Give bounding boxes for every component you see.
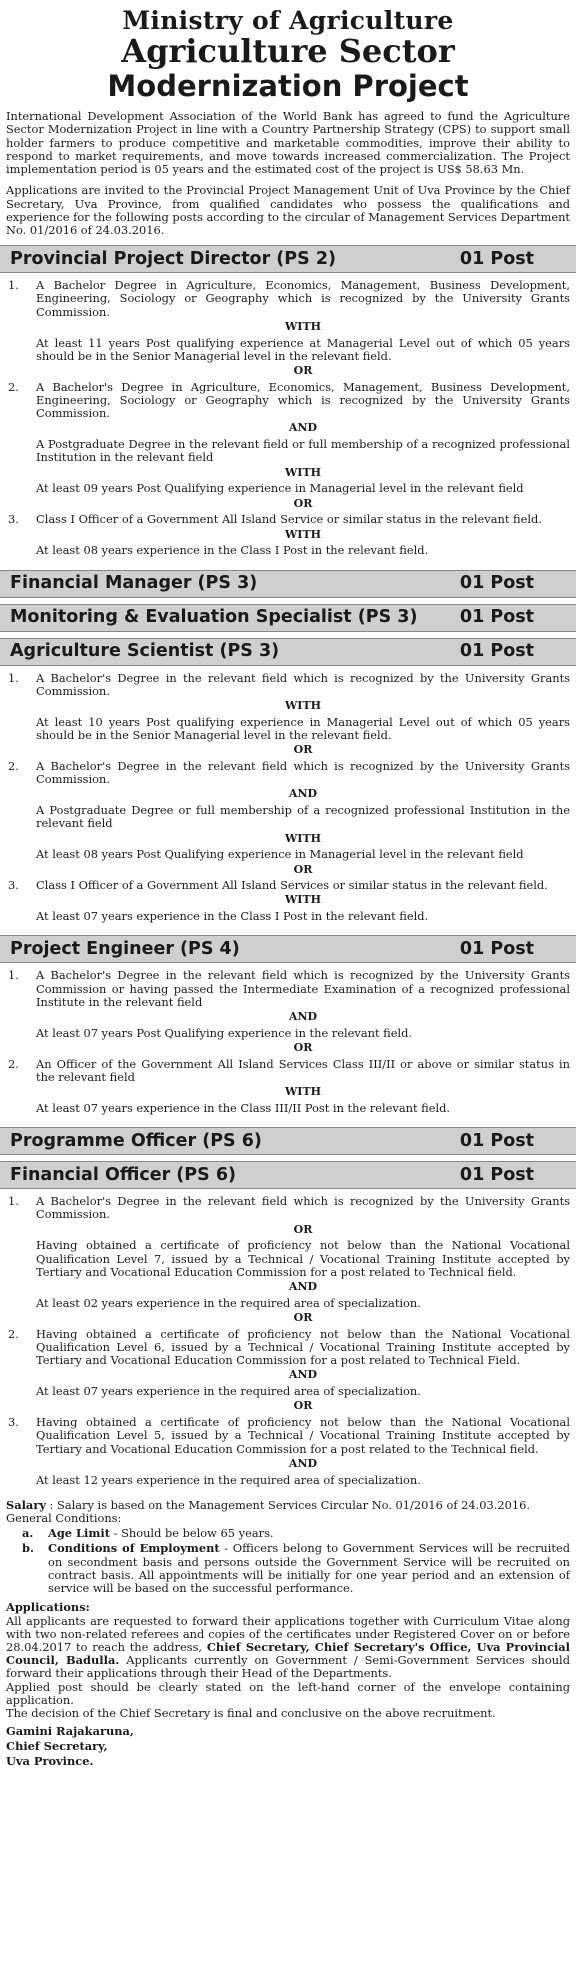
conjunction: WITH xyxy=(284,698,322,712)
post-title: Programme Officer (PS 6) xyxy=(10,1131,262,1152)
applications-paragraph xyxy=(6,1615,570,1681)
requirement-text: At least 08 years Post Qualifying experience in Managerial level in the relevant field xyxy=(36,847,524,862)
as-requirements xyxy=(6,672,570,924)
item-number: 1. xyxy=(8,670,19,685)
conjunction: OR xyxy=(293,364,313,378)
sector-heading: Agriculture Sector xyxy=(121,32,455,71)
requirement-text: A Bachelor's Degree in the relevant field which is recognized by the University Grants Commission. xyxy=(36,758,570,787)
post-bar-agriculture-scientist xyxy=(0,638,576,666)
condition-age-limit xyxy=(6,1527,570,1540)
requirement-text: At least 07 years experience in the Class I Post in the relevant field. xyxy=(36,909,429,924)
applications-decision-note: The decision of the Chief Secretary is final and conclusive on the above recruitment. xyxy=(6,1706,496,1721)
signatory-title: Chief Secretary, xyxy=(6,1739,108,1754)
post-bar-programme-officer xyxy=(0,1127,576,1155)
signatory-organization: Uva Province. xyxy=(6,1753,94,1768)
condition-label: Age Limit xyxy=(48,1526,110,1541)
post-bar-financial-manager xyxy=(0,570,576,598)
item-number: 2. xyxy=(8,1056,19,1071)
requirement-text: Having obtained a certificate of proficiency not below than the National Vocational Qualification Level 6, issued by a Technical / Vocational Training Institute accepted by Tertiary and Vocational Education Commission for a post related to Technical Field. xyxy=(36,1326,570,1368)
requirement-text: Having obtained a certificate of proficiency not below than the National Vocational Qualification Level 5, issued by a Technical / Vocational Training Institute accepted by Tertiary and Vocational Education Commission for a post related to the Technical field. xyxy=(36,1415,570,1456)
conjunction: AND xyxy=(288,1280,318,1294)
conjunction: OR xyxy=(293,1399,313,1413)
item-number: 3. xyxy=(8,512,19,527)
conjunction: WITH xyxy=(284,831,322,845)
item-number: 2. xyxy=(8,758,19,773)
salary-text: : Salary is based on the Management Services Circular No. 01/2016 of 24.03.2016. xyxy=(45,1497,531,1512)
salary-label: Salary xyxy=(6,1497,46,1512)
requirement-text: A Bachelor Degree in Agriculture, Economics, Management, Business Development, Engineering, Sociology or Geography which is recognized by the University Grants Commission. xyxy=(36,278,570,319)
conjunction: WITH xyxy=(284,893,322,907)
requirement-text: A Bachelor's Degree in Agriculture, Economics, Management, Business Development, Engineering, Sociology or Geography which is recognized by the University Grants Commission. xyxy=(36,379,570,421)
conjunction: WITH xyxy=(284,1085,322,1099)
requirement-text: At least 11 years Post qualifying experience at Managerial Level out of which 05 years should be in the Senior Managerial level in the relevant field. xyxy=(36,335,570,363)
post-title: Financial Officer (PS 6) xyxy=(10,1165,237,1186)
post-title: Provincial Project Director (PS 2) xyxy=(10,249,336,270)
condition-letter: b. xyxy=(22,1541,34,1556)
conjunction: WITH xyxy=(284,319,322,333)
requirement-text: An Officer of the Government All Island Services Class III/II or above or similar status in the relevant field xyxy=(36,1056,570,1085)
post-bar-financial-officer xyxy=(0,1161,576,1189)
post-count: 01 Post xyxy=(459,249,534,270)
item-number: 1. xyxy=(8,278,19,293)
conjunction: OR xyxy=(293,862,313,876)
requirement-text: At least 07 years experience in the required area of specialization. xyxy=(36,1384,421,1399)
requirement-text: A Bachelor's Degree in the relevant field which is recognized by the University Grants Commission or having passed the Intermediate Examination of a recognized professional Institute in the relevant field xyxy=(36,968,570,1009)
conjunction: AND xyxy=(288,1456,318,1470)
conjunction: OR xyxy=(293,743,313,757)
conjunction: AND xyxy=(288,1368,318,1382)
condition-label: Conditions of Employment xyxy=(48,1541,220,1556)
applications-text-continued: Applicants currently on Government / Semi-Government Services should forward their applications through their Head of the Departments. xyxy=(6,1653,570,1681)
post-title: Monitoring & Evaluation Specialist (PS 3) xyxy=(10,607,418,628)
post-count: 01 Post xyxy=(459,939,534,960)
condition-text: - Should be below 65 years. xyxy=(110,1526,274,1541)
item-number: 2. xyxy=(8,1326,19,1341)
requirement-text: A Postgraduate Degree in the relevant field or full membership of a recognized professional Institution in the relevant field xyxy=(36,437,570,465)
invitation-paragraph: Applications are invited to the Provincial Project Management Unit of Uva Province by the Chief Secretary, Uva Province, from qualified candidates who possess the qualifications and experience for the following posts according to the circular of Management Services Department No. 01/2016 of 24.03.2016. xyxy=(6,183,570,237)
item-number: 1. xyxy=(8,1194,19,1209)
post-bar-monitoring-evaluation-specialist xyxy=(0,604,576,632)
post-title: Financial Manager (PS 3) xyxy=(10,573,258,594)
post-title: Project Engineer (PS 4) xyxy=(10,939,240,960)
requirement-text: Class I Officer of a Government All Island Services or similar status in the relevant field. xyxy=(36,878,548,893)
applications-envelope-note: Applied post should be clearly stated on the left-hand corner of the envelope containing application. xyxy=(6,1679,570,1707)
pe-requirements xyxy=(6,969,570,1115)
condition-letter: a. xyxy=(22,1526,34,1541)
requirement-text: Having obtained a certificate of proficiency not below than the National Vocational Qualification Level 7, issued by a Technical / Vocational Training Institute accepted by Tertiary and Vocational Education Commission for a post related to Technical field. xyxy=(36,1238,570,1279)
conjunction: WITH xyxy=(284,527,322,541)
applications-address: Chief Secretary, Chief Secretary's Office, Uva Provincial Council, Badulla. xyxy=(6,1639,570,1668)
post-count: 01 Post xyxy=(459,573,534,594)
intro-paragraph: International Development Association of the World Bank has agreed to fund the Agriculture Sector Modernization Project in line with a Country Partnership Strategy (CPS) to support small holder farmers to produce competitive and marketable commodities, improve their ability to respond to market requirements, and move towards increased commercialization. The Project implementation period is 05 years and the estimated cost of the project is US$ 58.63 Mn. xyxy=(6,109,570,177)
conjunction: AND xyxy=(288,421,318,435)
post-bar-provincial-project-director xyxy=(0,245,576,273)
requirement-text: At least 07 years experience in the Class III/II Post in the relevant field. xyxy=(36,1101,451,1116)
item-number: 3. xyxy=(8,1415,19,1430)
applications-heading: Applications: xyxy=(6,1600,90,1615)
applications-text: All applicants are requested to forward their applications together with Curriculum Vitae along with two non-related referees and copies of the certificates under Registered Cover on or before 28.04.2017 to reach the address, xyxy=(6,1613,570,1654)
requirement-text: A Bachelor's Degree in the relevant field which is recognized by the University Grants Commission. xyxy=(36,670,570,698)
condition-text: - Officers belong to Government Services will be recruited on secondment basis and persons outside the Government Service will be recruited on contract basis. All appointments will be initially for one year period and an extension of service will be based on the successful performance. xyxy=(48,1541,570,1596)
conjunction: OR xyxy=(293,1311,313,1325)
requirement-text: At least 10 years Post qualifying experience in Managerial Level out of which 05 years should be in the Senior Managerial level in the relevant field. xyxy=(36,714,570,742)
post-count: 01 Post xyxy=(459,641,534,662)
ministry-heading: Ministry of Agriculture xyxy=(122,6,454,35)
project-heading: Modernization Project xyxy=(107,69,469,104)
post-bar-project-engineer xyxy=(0,935,576,963)
requirement-text: At least 09 years Post Qualifying experience in Managerial level in the relevant field xyxy=(36,481,524,496)
post-count: 01 Post xyxy=(459,1131,534,1152)
signatory-name: Gamini Rajakaruna, xyxy=(6,1724,134,1739)
item-number: 1. xyxy=(8,968,19,983)
condition-employment xyxy=(6,1542,570,1595)
conjunction: AND xyxy=(288,787,318,801)
requirement-text: At least 07 years Post Qualifying experience in the relevant field. xyxy=(36,1025,413,1040)
requirement-text: Class I Officer of a Government All Island Service or similar status in the relevant field. xyxy=(36,512,542,527)
requirement-text: At least 08 years experience in the Class I Post in the relevant field. xyxy=(36,543,429,558)
requirement-text: A Bachelor's Degree in the relevant field which is recognized by the University Grants Commission. xyxy=(36,1194,570,1222)
ppd-requirements xyxy=(6,279,570,557)
conjunction: WITH xyxy=(284,465,322,479)
fo-requirements xyxy=(6,1195,570,1487)
item-number: 2. xyxy=(8,379,19,394)
requirement-text: At least 12 years experience in the required area of specialization. xyxy=(36,1472,421,1487)
conjunction: OR xyxy=(293,1041,313,1055)
conjunction: OR xyxy=(293,496,313,510)
signature-block xyxy=(6,1724,570,1768)
requirement-text: At least 02 years experience in the required area of specialization. xyxy=(36,1295,421,1310)
general-conditions-heading: General Conditions: xyxy=(6,1511,122,1526)
item-number: 3. xyxy=(8,878,19,893)
post-count: 01 Post xyxy=(459,607,534,628)
post-title: Agriculture Scientist (PS 3) xyxy=(10,641,280,662)
post-count: 01 Post xyxy=(459,1165,534,1186)
conjunction: OR xyxy=(293,1222,313,1236)
conjunction: AND xyxy=(288,1010,318,1024)
requirement-text: A Postgraduate Degree or full membership of a recognized professional Institution in the relevant field xyxy=(36,803,570,831)
